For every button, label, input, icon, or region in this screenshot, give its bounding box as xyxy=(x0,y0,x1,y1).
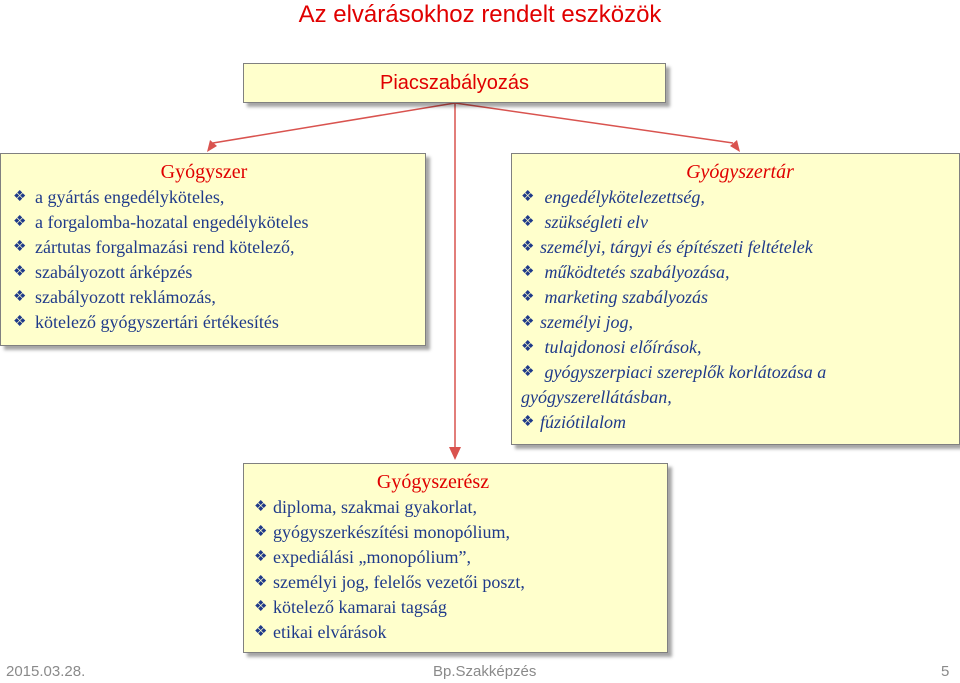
diamond-bullet-icon: ❖ xyxy=(254,549,268,565)
list-item: ❖ zártutas forgalmazási rend kötelező, xyxy=(13,235,425,260)
list-item: ❖ a gyártás engedélyköteles, xyxy=(13,185,425,210)
diamond-bullet-icon: ❖ xyxy=(521,314,535,330)
list-item: ❖ marketing szabályozás xyxy=(521,285,959,310)
gyogyszeresz-heading: Gyógyszerész xyxy=(376,471,490,493)
gyogyszertar-list xyxy=(521,185,959,435)
diamond-bullet-icon: ❖ xyxy=(13,214,27,230)
list-item: ❖ szükségleti elv xyxy=(521,210,959,235)
gyogyszertar-box xyxy=(511,153,960,445)
diamond-bullet-icon: ❖ xyxy=(254,499,268,515)
list-item: ❖ szabályozott árképzés xyxy=(13,260,425,285)
branch-left-line xyxy=(213,103,455,143)
list-item: ❖ személyi jog, xyxy=(521,310,959,335)
slide-title: Az elvárásokhoz rendelt eszközök xyxy=(298,1,662,28)
arrowhead-left xyxy=(207,140,217,152)
list-item: ❖ személyi, tárgyi és építészeti feltételek xyxy=(521,235,959,260)
gyogyszeresz-list xyxy=(254,495,667,645)
list-item: ❖ diploma, szakmai gyakorlat, xyxy=(254,495,667,520)
list-item: ❖ a forgalomba-hozatal engedélyköteles xyxy=(13,210,425,235)
diamond-bullet-icon: ❖ xyxy=(13,314,27,330)
diamond-bullet-icon: ❖ xyxy=(254,624,268,640)
market-regulation-box xyxy=(243,63,666,103)
diamond-bullet-icon: ❖ xyxy=(521,214,535,230)
diamond-bullet-icon: ❖ xyxy=(13,289,27,305)
branch-right-line xyxy=(455,103,733,143)
gyogyszertar-heading: Gyógyszertár xyxy=(686,161,794,183)
list-item: ❖ etikai elvárások xyxy=(254,620,667,645)
diamond-bullet-icon: ❖ xyxy=(521,339,535,355)
gyogyszer-heading: Gyógyszer xyxy=(160,161,248,183)
footer-center: Bp.Szakképzés xyxy=(433,663,537,680)
diamond-bullet-icon: ❖ xyxy=(521,239,535,255)
footer-page-number: 5 xyxy=(941,663,950,680)
list-item: ❖ tulajdonosi előírások, xyxy=(521,335,959,360)
diamond-bullet-icon: ❖ xyxy=(254,599,268,615)
diamond-bullet-icon: ❖ xyxy=(521,289,535,305)
diamond-bullet-icon: ❖ xyxy=(521,414,535,430)
arrowhead-right xyxy=(730,140,740,152)
list-item: ❖ engedélykötelezettség, xyxy=(521,185,959,210)
diamond-bullet-icon: ❖ xyxy=(254,524,268,540)
gyogyszer-box xyxy=(0,153,426,346)
diamond-bullet-icon: ❖ xyxy=(13,264,27,280)
list-item: ❖ fúziótilalom xyxy=(521,410,959,435)
list-item: ❖ expediálási „monopólium”, xyxy=(254,545,667,570)
diamond-bullet-icon: ❖ xyxy=(521,264,535,280)
list-item: ❖ szabályozott reklámozás, xyxy=(13,285,425,310)
list-item: ❖ személyi jog, felelős vezetői poszt, xyxy=(254,570,667,595)
diamond-bullet-icon: ❖ xyxy=(13,239,27,255)
list-item: ❖ kötelező gyógyszertári értékesítés xyxy=(13,310,425,335)
market-regulation-label: Piacszabályozás xyxy=(380,71,529,94)
arrowhead-down xyxy=(449,447,461,460)
gyogyszeresz-box xyxy=(243,463,668,653)
diamond-bullet-icon: ❖ xyxy=(13,189,27,205)
gyogyszer-list xyxy=(13,185,425,335)
list-item-continuation: gyógyszerellátásban, xyxy=(521,387,672,407)
list-item: ❖ gyógyszerpiaci szereplők korlátozása a xyxy=(521,360,959,385)
list-item: ❖ működtetés szabályozása, xyxy=(521,260,959,285)
diamond-bullet-icon: ❖ xyxy=(254,574,268,590)
diamond-bullet-icon: ❖ xyxy=(521,189,535,205)
diamond-bullet-icon: ❖ xyxy=(521,364,535,380)
footer-date: 2015.03.28. xyxy=(6,663,86,680)
list-item: ❖ kötelező kamarai tagság xyxy=(254,595,667,620)
list-item: ❖ gyógyszerkészítési monopólium, xyxy=(254,520,667,545)
